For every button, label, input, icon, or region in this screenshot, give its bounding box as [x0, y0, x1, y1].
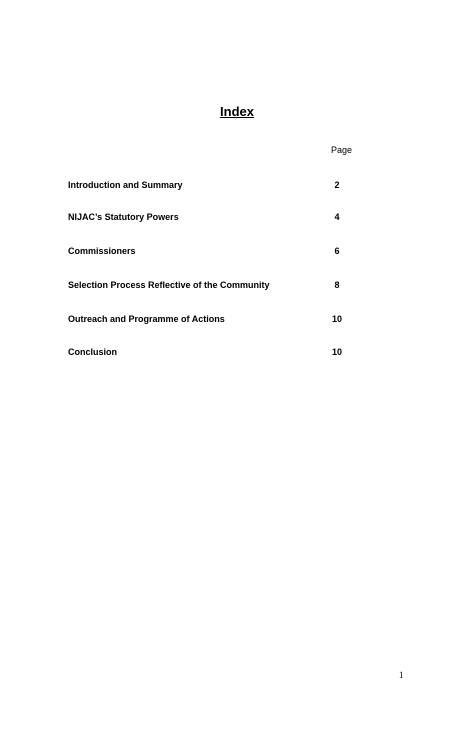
toc-entry-outreach [68, 314, 368, 328]
toc-entry-label: Conclusion [68, 347, 117, 357]
toc-entry-page: 2 [334, 180, 340, 190]
page-column-header: Page [331, 145, 353, 155]
toc-entry-label: NIJAC’s Statutory Powers [68, 212, 179, 222]
toc-entry-conclusion [68, 347, 368, 361]
toc-entry-page: 10 [331, 347, 342, 357]
toc-entry-statutory-powers [68, 212, 368, 226]
toc-entry-selection-process [68, 280, 368, 294]
toc-entry-page: 8 [334, 280, 340, 290]
toc-entry-commissioners [68, 246, 368, 260]
toc-entry-label: Commissioners [68, 246, 136, 256]
toc-entry-page: 10 [331, 314, 342, 324]
toc-entry-introduction [68, 180, 368, 194]
toc-entry-page: 4 [334, 212, 340, 222]
toc-entry-label: Outreach and Programme of Actions [68, 314, 225, 324]
toc-entry-label: Selection Process Reflective of the Community [68, 280, 270, 290]
footer-page-number: 1 [399, 670, 404, 680]
index-title: Index [220, 104, 254, 119]
toc-entry-label: Introduction and Summary [68, 180, 183, 190]
toc-entry-page: 6 [334, 246, 340, 256]
